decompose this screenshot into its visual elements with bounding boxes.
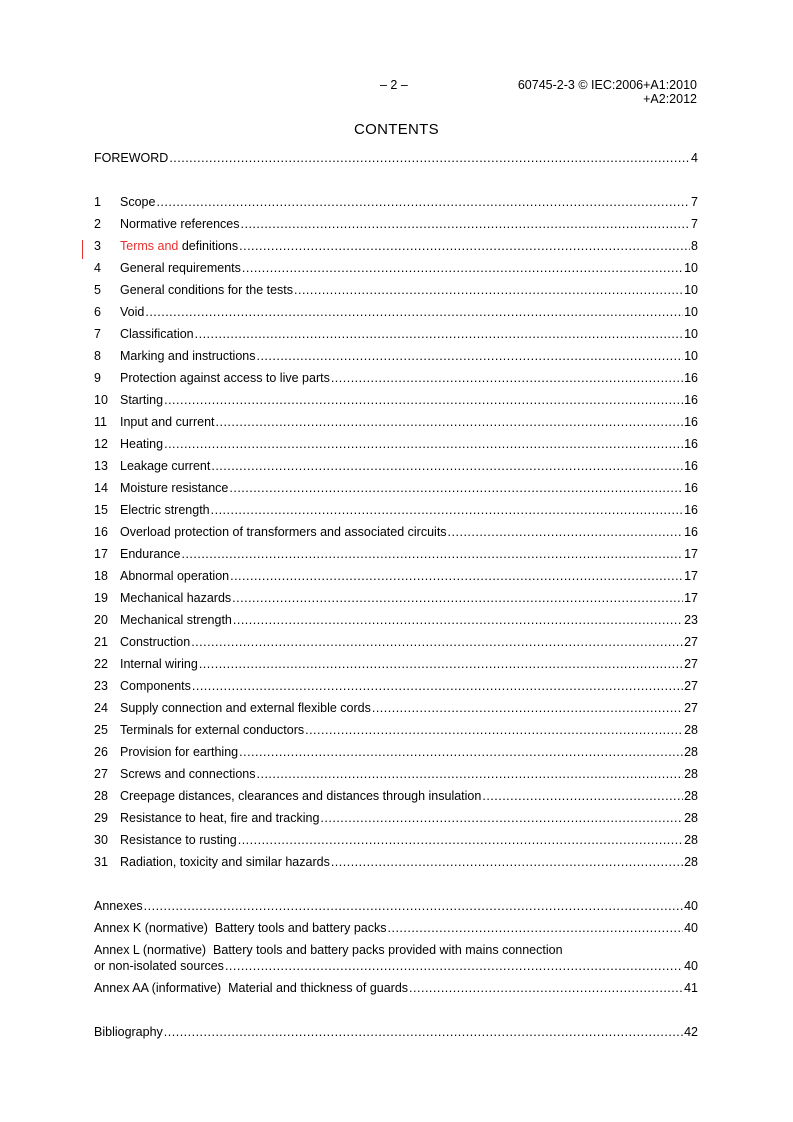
toc-entry-page: 17: [684, 547, 698, 561]
clause-number: 1: [94, 195, 101, 209]
toc-entry-page: 17: [684, 569, 698, 583]
toc-entry-annex-l-line1[interactable]: Annex L (normative) Battery tools and battery packs provided with mains connection: [94, 943, 563, 957]
toc-entry-clause-18[interactable]: [94, 569, 698, 585]
clause-number: 12: [94, 437, 108, 451]
leader-dots: [241, 217, 691, 231]
leader-dots: [164, 1025, 683, 1039]
toc-entry-title: Void: [120, 305, 145, 319]
toc-entry-clause-7[interactable]: [94, 327, 698, 343]
page-title: CONTENTS: [354, 121, 439, 138]
leader-dots: [211, 459, 683, 473]
toc-entry-title: Overload protection of transformers and associated circuits: [120, 525, 447, 539]
leader-dots: [320, 811, 683, 825]
clause-number: 7: [94, 327, 101, 341]
clause-number: 17: [94, 547, 108, 561]
leader-dots: [199, 657, 683, 671]
toc-entry-title: Resistance to rusting: [120, 833, 237, 847]
leader-dots: [238, 833, 683, 847]
clause-number: 15: [94, 503, 108, 517]
clause-number: 13: [94, 459, 108, 473]
leader-dots: [233, 613, 683, 627]
leader-dots: [239, 745, 683, 759]
toc-entry-title: Radiation, toxicity and similar hazards: [120, 855, 330, 869]
standard-line-1: 60745-2-3 © IEC:2006+A1:2010: [517, 78, 697, 92]
toc-entry-clause-4[interactable]: [94, 261, 698, 277]
leader-dots: [331, 371, 683, 385]
toc-entry-page: 28: [684, 855, 698, 869]
clause-number: 23: [94, 679, 108, 693]
toc-entry-page: 4: [691, 151, 698, 165]
leader-dots: [239, 239, 690, 253]
toc-entry-clause-30[interactable]: [94, 833, 698, 849]
clause-number: 25: [94, 723, 108, 737]
leader-dots: [225, 959, 683, 973]
clause-number: 29: [94, 811, 108, 825]
clause-number: 30: [94, 833, 108, 847]
toc-entry-title: FOREWORD: [94, 151, 169, 165]
toc-entry-clause-2[interactable]: [94, 217, 698, 233]
toc-entry-title: Supply connection and external flexible cords: [120, 701, 371, 715]
toc-entry-clause-11[interactable]: [94, 415, 698, 431]
toc-entry-clause-22[interactable]: [94, 657, 698, 673]
toc-entry-clause-8[interactable]: [94, 349, 698, 365]
clause-number: 20: [94, 613, 108, 627]
leader-dots: [409, 981, 683, 995]
toc-entry-annex-l[interactable]: [94, 959, 698, 975]
toc-entry-title: Marking and instructions: [120, 349, 256, 363]
clause-number: 11: [94, 415, 107, 429]
title-rest: definitions: [178, 239, 239, 253]
clause-number: 16: [94, 525, 108, 539]
leader-dots: [294, 283, 683, 297]
leader-dots: [164, 393, 683, 407]
leader-dots: [144, 899, 683, 913]
revised-text: Terms and: [120, 239, 179, 253]
toc-entry-bibliography[interactable]: [94, 1025, 698, 1041]
clause-number: 18: [94, 569, 108, 583]
toc-entry-page: 16: [684, 503, 698, 517]
toc-entry-page: 28: [684, 767, 698, 781]
toc-entry-clause-21[interactable]: [94, 635, 698, 651]
toc-entry-page: 10: [684, 349, 698, 363]
toc-entry-page: 10: [684, 261, 698, 275]
leader-dots: [229, 481, 683, 495]
toc-entry-title: Bibliography: [94, 1025, 163, 1039]
clause-number: 14: [94, 481, 108, 495]
toc-entry-title: Provision for earthing: [120, 745, 239, 759]
toc-entry-page: 28: [684, 811, 698, 825]
clause-number: 31: [94, 855, 108, 869]
toc-entry-title: Normative references: [120, 217, 240, 231]
toc-entry-clause-23[interactable]: [94, 679, 698, 695]
toc-entry-page: 7: [691, 217, 698, 231]
toc-entry-page: 7: [691, 195, 698, 209]
toc-entry-title: Moisture resistance: [120, 481, 229, 495]
toc-entry-page: 16: [684, 393, 698, 407]
toc-entry-page: 28: [684, 789, 698, 803]
toc-entry-clause-24[interactable]: [94, 701, 698, 717]
toc-entry-title: Protection against access to live parts: [120, 371, 330, 385]
toc-entry-title: General requirements: [120, 261, 241, 275]
toc-entry-page: 28: [684, 745, 698, 759]
toc-entry-foreword[interactable]: [94, 151, 698, 167]
toc-entry-clause-5[interactable]: [94, 283, 698, 299]
toc-entry-page: 40: [684, 959, 698, 973]
clause-number: 19: [94, 591, 108, 605]
toc-entry-page: 23: [684, 613, 698, 627]
clause-number: 9: [94, 371, 101, 385]
toc-entry-title: Electric strength: [120, 503, 210, 517]
toc-entry-title: Mechanical strength: [120, 613, 232, 627]
leader-dots: [331, 855, 683, 869]
toc-entry-title: [120, 239, 238, 253]
clause-number: 8: [94, 349, 101, 363]
toc-entry-page: 40: [684, 899, 698, 913]
toc-entry-title: Internal wiring: [120, 657, 198, 671]
toc-entry-page: 16: [684, 371, 698, 385]
toc-entry-clause-14[interactable]: [94, 481, 698, 497]
toc-entry-page: 16: [684, 481, 698, 495]
toc-entry-page: 28: [684, 833, 698, 847]
toc-entry-title: Resistance to heat, fire and tracking: [120, 811, 320, 825]
clause-number: 27: [94, 767, 108, 781]
toc-entry-page: 27: [684, 701, 698, 715]
toc-entry-page: 17: [684, 591, 698, 605]
leader-dots: [256, 349, 683, 363]
clause-number: 10: [94, 393, 108, 407]
toc-entry-title: or non-isolated sources: [94, 959, 224, 973]
toc-entry-page: 16: [684, 415, 698, 429]
toc-entry-page: 16: [684, 437, 698, 451]
toc-entry-page: 8: [691, 239, 698, 253]
toc-entry-clause-10[interactable]: [94, 393, 698, 409]
toc-entry-title: Scope: [120, 195, 156, 209]
toc-entry-clause-3[interactable]: [94, 239, 698, 255]
toc-entry-annex-k[interactable]: [94, 921, 698, 937]
leader-dots: [195, 327, 683, 341]
toc-entry-clause-26[interactable]: [94, 745, 698, 761]
toc-entry-title: Creepage distances, clearances and distances through insulation: [120, 789, 482, 803]
toc-entry-title: Leakage current: [120, 459, 211, 473]
standard-line-2: +A2:2012: [643, 92, 697, 106]
toc-entry-clause-9[interactable]: [94, 371, 698, 387]
toc-entry-clause-1[interactable]: [94, 195, 698, 211]
leader-dots: [211, 503, 683, 517]
toc-entry-title: Annexes: [94, 899, 143, 913]
clause-number: 24: [94, 701, 108, 715]
leader-dots: [388, 921, 684, 935]
toc-entry-clause-6[interactable]: [94, 305, 698, 321]
toc-entry-title: Classification: [120, 327, 194, 341]
toc-entry-title: Endurance: [120, 547, 181, 561]
leader-dots: [164, 437, 683, 451]
toc-entry-title: General conditions for the tests: [120, 283, 294, 297]
toc-entry-clause-27[interactable]: [94, 767, 698, 783]
toc-entry-clause-29[interactable]: [94, 811, 698, 827]
toc-entry-title: Mechanical hazards: [120, 591, 232, 605]
toc-entry-clause-15[interactable]: [94, 503, 698, 519]
toc-entry-title: Terminals for external conductors: [120, 723, 305, 737]
toc-entry-page: 28: [684, 723, 698, 737]
leader-dots: [156, 195, 690, 209]
toc-entry-annexes[interactable]: [94, 899, 698, 915]
toc-entry-title: Construction: [120, 635, 191, 649]
leader-dots: [372, 701, 683, 715]
leader-dots: [230, 569, 683, 583]
toc-entry-title: Abnormal operation: [120, 569, 230, 583]
toc-entry-title: Heating: [120, 437, 164, 451]
clause-number: 26: [94, 745, 108, 759]
toc-entry-page: 10: [684, 283, 698, 297]
toc-entry-clause-13[interactable]: [94, 459, 698, 475]
toc-entry-clause-12[interactable]: [94, 437, 698, 453]
clause-number: 22: [94, 657, 108, 671]
revision-change-bar: [82, 240, 83, 259]
leader-dots: [257, 767, 684, 781]
clause-number: 6: [94, 305, 101, 319]
leader-dots: [242, 261, 683, 275]
page-number: – 2 –: [380, 78, 408, 92]
toc-entry-page: 10: [684, 305, 698, 319]
toc-entry-page: 40: [684, 921, 698, 935]
toc-entry-clause-16[interactable]: [94, 525, 698, 541]
toc-entry-title: Starting: [120, 393, 164, 407]
clause-number: 5: [94, 283, 101, 297]
toc-entry-title: Annex AA (informative) Material and thickness of guards: [94, 981, 409, 995]
leader-dots: [145, 305, 683, 319]
toc-entry-page: 41: [684, 981, 698, 995]
leader-dots: [232, 591, 683, 605]
toc-entry-clause-31[interactable]: [94, 855, 698, 871]
toc-entry-page: 16: [684, 525, 698, 539]
toc-entry-title: Input and current: [120, 415, 215, 429]
leader-dots: [192, 679, 683, 693]
toc-entry-title: Annex K (normative) Battery tools and battery packs: [94, 921, 387, 935]
toc-entry-page: 27: [684, 635, 698, 649]
clause-number: 2: [94, 217, 101, 231]
toc-entry-title: Components: [120, 679, 191, 693]
toc-entry-page: 10: [684, 327, 698, 341]
toc-entry-page: 16: [684, 459, 698, 473]
leader-dots: [482, 789, 683, 803]
leader-dots: [216, 415, 684, 429]
toc-entry-clause-28[interactable]: [94, 789, 698, 805]
toc-entry-page: 27: [684, 679, 698, 693]
standard-designation: [518, 78, 697, 106]
clause-number: 28: [94, 789, 108, 803]
leader-dots: [169, 151, 690, 165]
toc-entry-clause-25[interactable]: [94, 723, 698, 739]
toc-entry-page: 42: [684, 1025, 698, 1039]
clause-number: 4: [94, 261, 101, 275]
leader-dots: [181, 547, 683, 561]
toc-entry-page: 27: [684, 657, 698, 671]
toc-entry-title: Screws and connections: [120, 767, 256, 781]
toc-entry-annex-aa[interactable]: [94, 981, 698, 997]
leader-dots: [191, 635, 683, 649]
leader-dots: [448, 525, 684, 539]
toc-entry-clause-17[interactable]: [94, 547, 698, 563]
clause-number: 21: [94, 635, 108, 649]
clause-number: 3: [94, 239, 101, 253]
leader-dots: [305, 723, 683, 737]
toc-entry-clause-20[interactable]: [94, 613, 698, 629]
toc-entry-clause-19[interactable]: [94, 591, 698, 607]
